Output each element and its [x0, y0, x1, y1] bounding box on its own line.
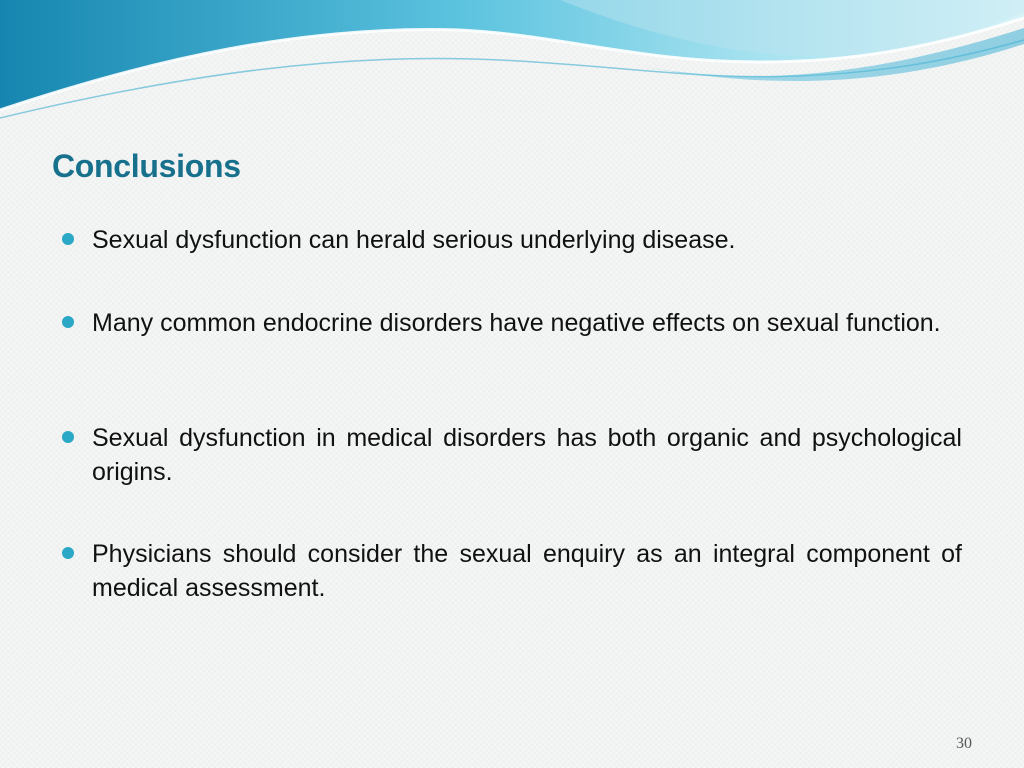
- bullet-text: Physicians should consider the sexual enquiry as an integral component of medical assessment.: [92, 540, 962, 602]
- bullet-text: Sexual dysfunction can herald serious underlying disease.: [92, 226, 736, 254]
- bullet-text: Sexual dysfunction in medical disorders has both organic and psychological origins.: [92, 424, 962, 486]
- header-wave-decoration: [0, 0, 1024, 130]
- slide-title: Conclusions: [52, 148, 241, 184]
- bullet-icon: [62, 316, 74, 328]
- bullet-icon: [62, 547, 74, 559]
- bullet-text: Many common endocrine disorders have negative effects on sexual function.: [92, 309, 941, 337]
- bullet-item: [92, 223, 962, 257]
- bullet-item: [92, 421, 962, 489]
- bullet-item: [92, 537, 962, 605]
- page-number: 30: [956, 735, 972, 752]
- bullet-icon: [62, 233, 74, 245]
- bullet-icon: [62, 431, 74, 443]
- bullet-item: [92, 306, 962, 340]
